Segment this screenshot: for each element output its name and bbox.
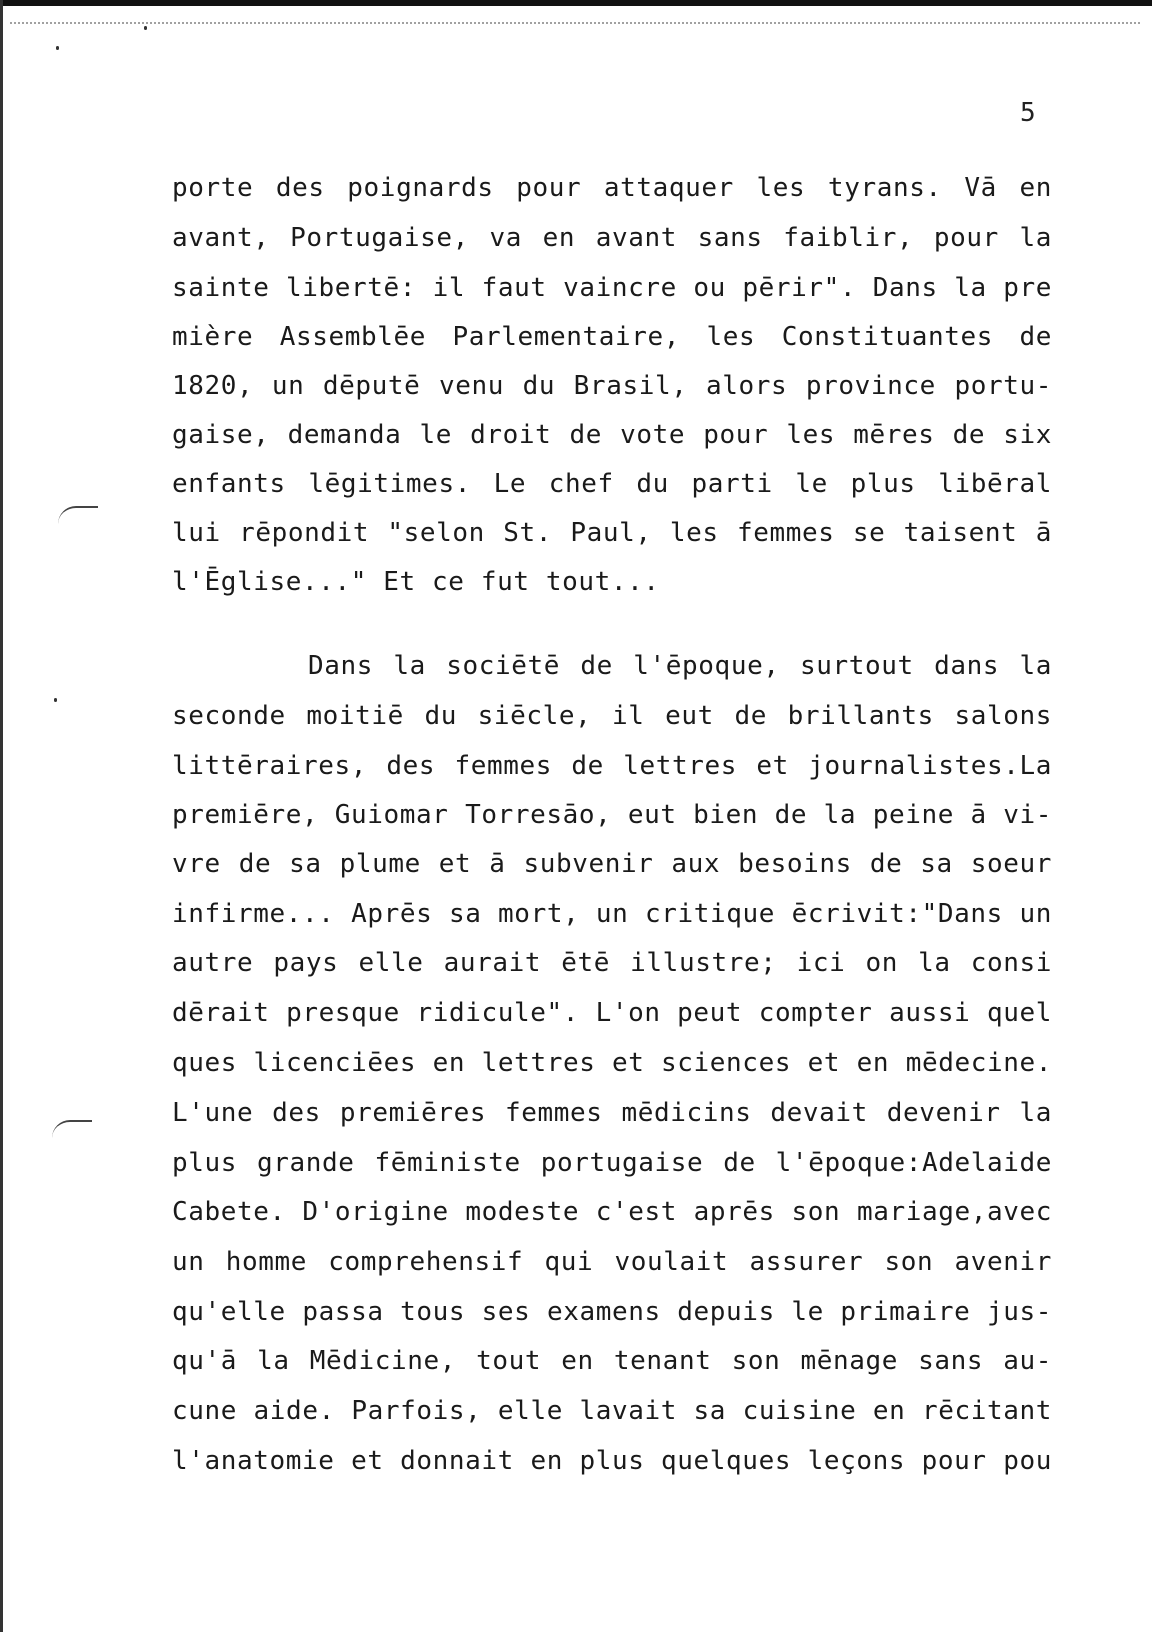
- scan-speck: [56, 46, 59, 50]
- text-line: un homme comprehensif qui voulait assurer son avenir: [172, 1247, 1052, 1277]
- scan-noise-strip: [10, 22, 1140, 28]
- scan-left-border: [0, 0, 3, 1632]
- text-line: littēraires, des femmes de lettres et journalistes.La: [172, 751, 1052, 781]
- text-line: infirme... Aprēs sa mort, un critique ēcrivit:"Dans un: [172, 899, 1052, 929]
- text-line: L'une des premiēres femmes mēdicins devait devenir la: [172, 1098, 1052, 1128]
- scan-speck: [144, 26, 147, 30]
- text-line: qu'elle passa tous ses examens depuis le primaire jus-: [172, 1297, 1052, 1327]
- text-line: ques licenciēes en lettres et sciences et en mēdecine.: [172, 1048, 1052, 1078]
- text-line: l'Ēglise..." Et ce fut tout...: [172, 567, 660, 597]
- text-line: enfants lēgitimes. Le chef du parti le plus libēral: [172, 469, 1052, 499]
- text-line: sainte libertē: il faut vaincre ou pērir". Dans la pre: [172, 273, 1052, 303]
- text-line: Cabete. D'origine modeste c'est aprēs son mariage,avec: [172, 1197, 1052, 1227]
- text-line: lui rēpondit "selon St. Paul, les femmes se taisent ā: [172, 518, 1052, 548]
- text-line: dērait presque ridicule". L'on peut compter aussi quel: [172, 998, 1052, 1028]
- scan-speck: [54, 698, 57, 702]
- text-line: premiēre, Guiomar Torresāo, eut bien de la peine ā vi-: [172, 800, 1052, 830]
- text-line: qu'ā la Mēdicine, tout en tenant son mēnage sans au-: [172, 1346, 1052, 1376]
- scan-top-border: [0, 0, 1152, 6]
- text-line: plus grande fēministe portugaise de l'ēpoque:Adelaide: [172, 1148, 1052, 1178]
- page-number: 5: [1020, 98, 1036, 128]
- text-line: l'anatomie et donnait en plus quelques leçons pour pou: [172, 1446, 1052, 1476]
- text-line: seconde moitiē du siēcle, il eut de brillants salons: [172, 701, 1052, 731]
- text-line: porte des poignards pour attaquer les tyrans. Vā en: [172, 173, 1052, 203]
- text-line: vre de sa plume et ā subvenir aux besoins de sa soeur: [172, 849, 1052, 879]
- text-line: avant, Portugaise, va en avant sans faiblir, pour la: [172, 223, 1052, 253]
- text-line: 1820, un dēputē venu du Brasil, alors province portu-: [172, 371, 1052, 401]
- text-line: autre pays elle aurait ētē illustre; ici on la consi: [172, 948, 1052, 978]
- punch-hole-mark: [52, 1120, 92, 1138]
- text-line: Dans la sociētē de l'ēpoque, surtout dans la: [308, 651, 1052, 681]
- punch-hole-mark: [58, 506, 98, 524]
- text-line: cune aide. Parfois, elle lavait sa cuisine en rēcitant: [172, 1396, 1052, 1426]
- text-line: gaise, demanda le droit de vote pour les mēres de six: [172, 420, 1052, 450]
- text-line: mière Assemblēe Parlementaire, les Constituantes de: [172, 322, 1052, 352]
